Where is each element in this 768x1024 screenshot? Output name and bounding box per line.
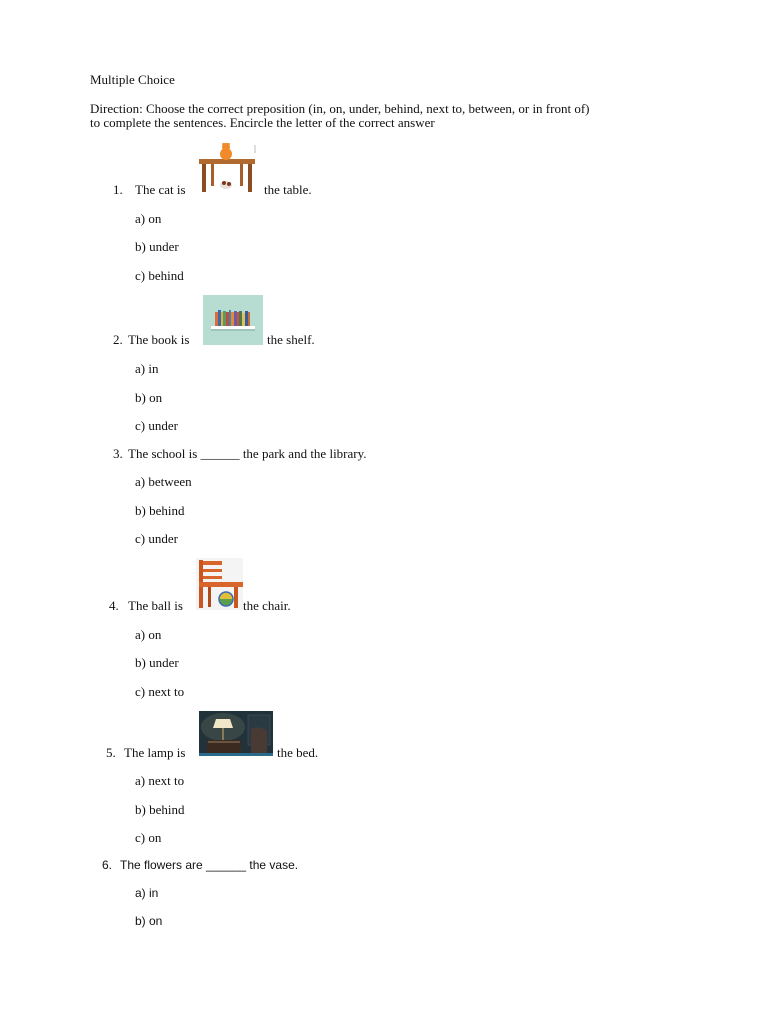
question-number: 3. [113,446,123,461]
question-text: The flowers are ______ the vase. [120,858,299,872]
option-b[interactable]: b) behind [135,503,185,518]
option-b[interactable]: b) under [135,239,179,254]
option-a[interactable]: a) in [135,361,159,376]
option-c[interactable]: c) on [135,830,162,845]
option-c[interactable]: c) next to [135,684,185,699]
cat-on-table-image [197,143,259,193]
option-b[interactable]: b) on [135,390,163,405]
option-b[interactable]: b) under [135,655,179,670]
option-b[interactable]: b) on [135,914,163,928]
question-number: 2. [113,332,123,347]
question-text-end: the table. [264,182,312,197]
option-a[interactable]: a) in [135,886,159,900]
question-text: The lamp is [124,745,186,760]
question-text: The school is ______ the park and the library. [128,446,367,461]
option-c[interactable]: c) behind [135,268,184,283]
option-c[interactable]: c) under [135,418,178,433]
question-text: The book is [128,332,190,347]
question-text-end: the bed. [277,745,319,760]
question-number: 1. [113,182,123,197]
question-text: The cat is [135,182,186,197]
option-a[interactable]: a) between [135,474,192,489]
book-on-shelf-image [203,295,263,345]
worksheet-title: Multiple Choice [90,72,175,87]
question-text-end: the chair. [243,598,291,613]
option-a[interactable]: a) on [135,211,162,226]
ball-under-chair-image [196,558,243,610]
option-c[interactable]: c) under [135,531,178,546]
option-a[interactable]: a) on [135,627,162,642]
question-text-end: the shelf. [267,332,315,347]
question-number: 6. [102,858,113,872]
option-b[interactable]: b) behind [135,802,185,817]
direction-line-1: Direction: Choose the correct preposition (in, on, under, behind, next to, between, or in front of) [90,101,590,116]
option-a[interactable]: a) next to [135,773,185,788]
direction-line-2: to complete the sentences. Encircle the letter of the correct answer [90,115,435,130]
question-number: 5. [106,745,116,760]
lamp-next-to-bed-image [199,711,273,756]
question-number: 4. [109,598,119,613]
question-text: The ball is [128,598,183,613]
